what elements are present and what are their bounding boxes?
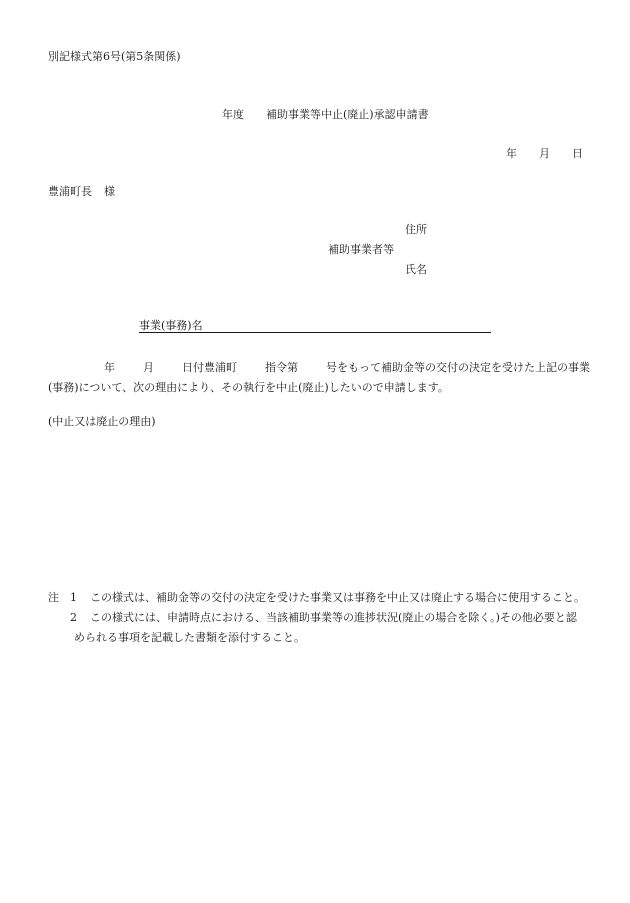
statement-line-1 (48, 358, 588, 378)
statement-line-2: (事務)について、次の理由により、その執行を中止(廃止)したいので申請します。 (48, 381, 449, 394)
addressee (48, 186, 115, 197)
project-name-label: 事業(事務)名 (139, 319, 203, 332)
date-year: 年 (506, 147, 517, 160)
statement-day-town: 日付豊浦町 (182, 361, 237, 374)
name-label: 氏名 (405, 263, 427, 276)
application-statement (48, 358, 588, 398)
title-year: 年度 (222, 108, 244, 121)
statement-year: 年 (104, 361, 115, 374)
statement-directive: 指令第 (265, 361, 298, 374)
note-number: 2 (70, 611, 77, 624)
reason-label: (中止又は廃止の理由) (48, 415, 156, 428)
note-item-2-continued: められる事項を記載した書類を添付すること。 (74, 631, 305, 644)
note-item-2 (48, 608, 588, 628)
address-label: 住所 (405, 223, 427, 236)
note-item-1 (48, 588, 588, 608)
notes-section (48, 588, 588, 648)
statement-rest: 号をもって補助金等の交付の決定を受けた上記の事業 (326, 361, 590, 374)
date-day: 日 (572, 147, 583, 160)
addressee-name: 豊浦町長 (48, 185, 92, 198)
applicant-label: 補助事業者等 (328, 243, 394, 256)
date-month: 月 (539, 147, 550, 160)
application-date (506, 148, 583, 159)
project-name-field (139, 320, 491, 333)
form-number: 別記様式第6号(第5条関係) (48, 50, 181, 63)
document-title (222, 109, 429, 120)
note-text: この様式には、申請時点における、当該補助事業等の進捗状況(廃止の場合を除く。)その他必要と認 (90, 611, 577, 624)
title-text: 補助事業等中止(廃止)承認申請書 (266, 108, 429, 121)
note-text: この様式は、補助金等の交付の決定を受けた事業又は事務を中止又は廃止する場合に使用すること。 (90, 591, 585, 604)
notes-head: 注 (48, 591, 59, 604)
note-number: 1 (70, 591, 77, 604)
statement-month: 月 (143, 361, 154, 374)
addressee-honorific: 様 (104, 185, 115, 198)
